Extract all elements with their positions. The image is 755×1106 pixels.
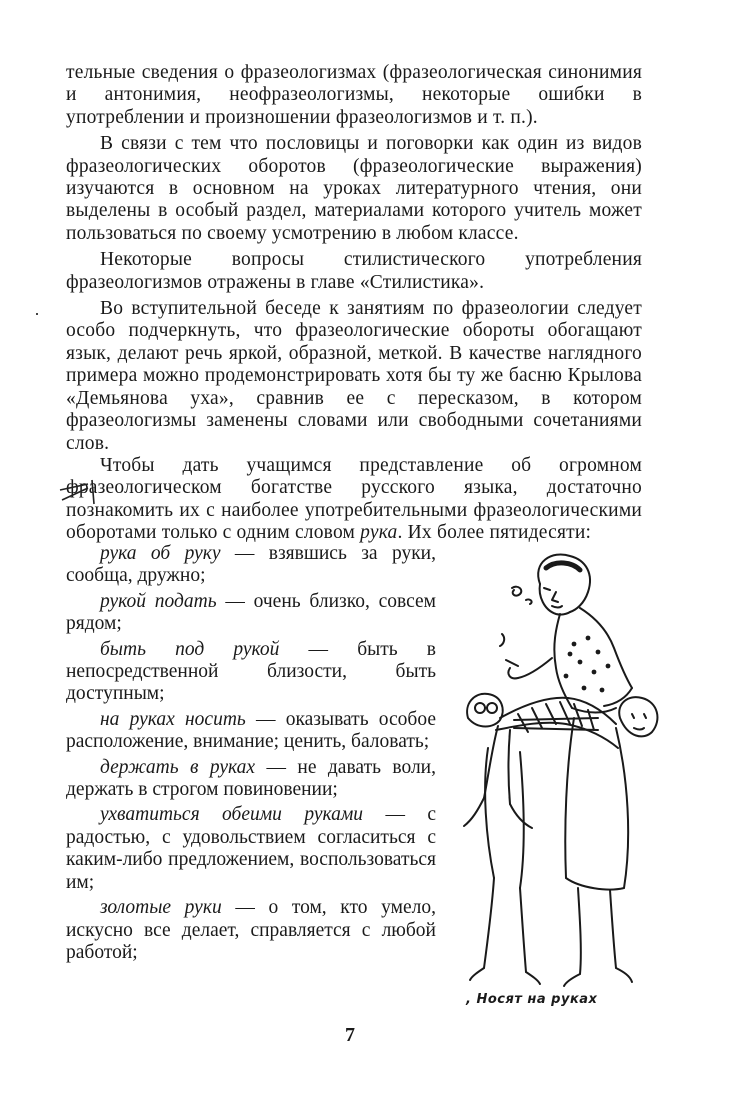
idiom-meaning: — с радостью, с удовольствием согласиться с каким-либо предложением, воспользоваться им; <box>66 804 436 893</box>
idiom-phrase: рука об руку <box>100 543 221 564</box>
idiom-phrase: золотые руки <box>100 897 222 919</box>
handwritten-arrow-mark <box>58 478 98 506</box>
paragraph-ruka-tail: . Их более пятидесяти: <box>397 522 592 544</box>
idiom-phrase: рукой подать <box>100 590 217 612</box>
idiom-list <box>66 543 436 964</box>
paragraph-intro-continuation: тельные сведения о фразеологизмах (фразеологическая синонимия и антонимия, неофразеологизмы, некоторые ошибки в употреблении и произношении фразеологизмов и т. п.). <box>66 62 642 128</box>
idiom-entry <box>66 709 436 754</box>
idiom-entry <box>66 897 436 964</box>
idiom-meaning: — очень близко, совсем рядом; <box>66 590 436 635</box>
idiom-entry <box>66 591 436 636</box>
cartoon-illustration <box>448 548 678 990</box>
idiom-entry <box>66 804 436 894</box>
idiom-meaning: — о том, кто умело, искусно все делает, справляется с любой работой; <box>66 897 436 963</box>
paragraph-introductory-talk: Во вступительной беседе к занятиям по фразеологии следует особо подчеркнуть, что фразеологические обороты обогащают язык, делают речь яркой, образной, меткой. В качестве наглядного примера можно продемонстрировать хотя бы ту же басню Крылова «Демьянова уха», сравнив ее с пересказом, в котором фразеологизмы заменены словами или свободными сочетаниями слов. <box>66 298 642 454</box>
illustration-caption: , Носят на руках <box>466 992 598 1007</box>
paragraph-ruka-intro <box>66 455 642 545</box>
idiom-phrase: ухватиться обеими руками <box>100 804 364 826</box>
paragraph-stylistics: Некоторые вопросы стилистического употребления фразеологизмов отражены в главе «Стилистика». <box>66 249 642 293</box>
idiom-phrase: на руках носить <box>100 708 246 730</box>
idiom-entry <box>66 757 436 802</box>
idiom-phrase: держать в руках <box>100 756 256 778</box>
paragraph-ruka-lead: Чтобы дать учащимся представление об огромном фразеологическом богатстве русского языка, достаточно познакомить их с наиболее употребительными фразеологическими оборотами только с одним словом <box>66 454 642 544</box>
idiom-meaning: — взявшись за руки, сообща, дружно; <box>66 543 436 587</box>
idiom-entry <box>66 543 436 588</box>
keyword-ruka: рука <box>360 522 398 544</box>
page-number: 7 <box>345 1024 355 1046</box>
idiom-entry <box>66 639 436 706</box>
main-text <box>66 62 642 545</box>
idiom-meaning: — не давать воли, держать в строгом повиновении; <box>66 756 436 801</box>
idiom-phrase: быть под рукой <box>100 638 280 660</box>
idiom-meaning: — быть в непосредственной близости, быть доступным; <box>66 638 436 705</box>
idiom-meaning: — оказывать особое расположение, внимание; ценить, баловать; <box>66 708 436 753</box>
paragraph-proverbs: В связи с тем что пословицы и поговорки как один из видов фразеологических оборотов (фразеологические выражения) изучаются в основном на уроках литературного чтения, они выделены в особый раздел, материалами которого учитель может пользоваться по своему усмотрению в любом классе. <box>66 133 642 244</box>
print-speck <box>36 313 38 315</box>
